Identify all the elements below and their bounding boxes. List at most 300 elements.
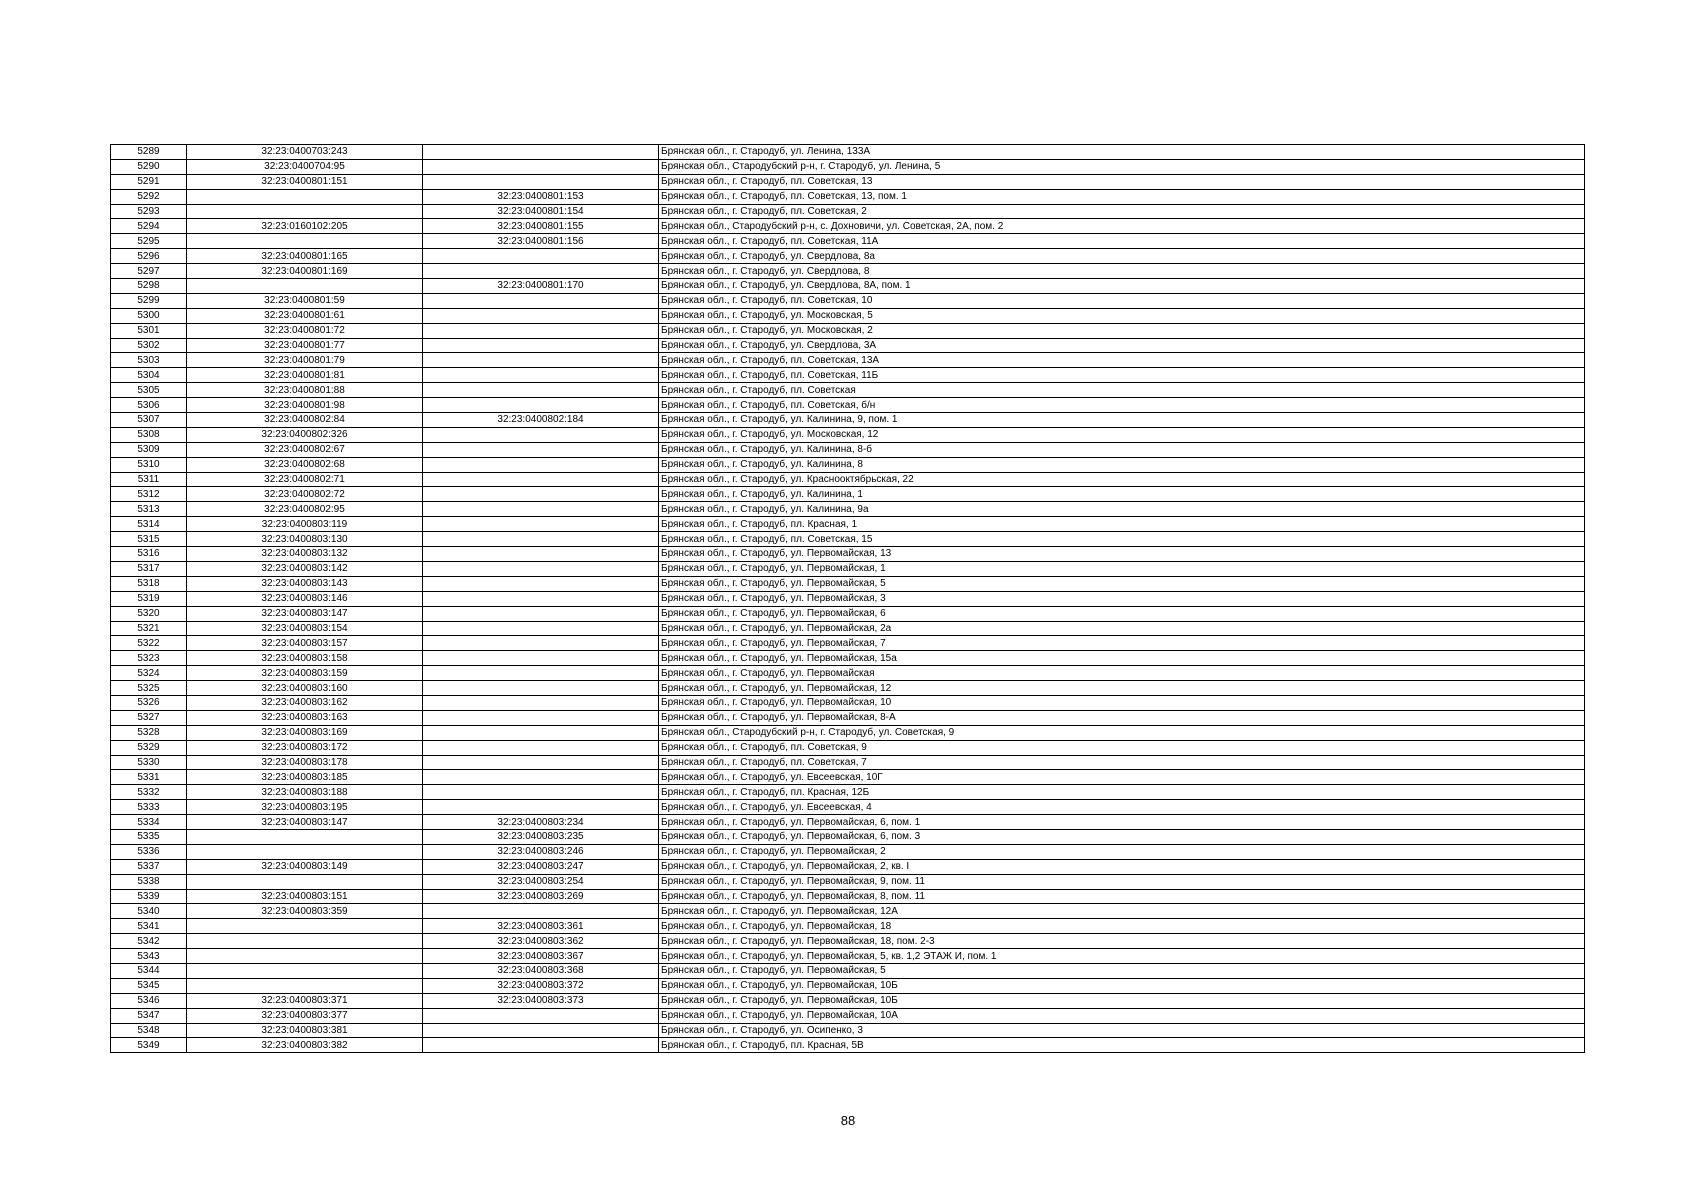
cadastral-number-cell <box>187 829 423 844</box>
row-number-cell: 5292 <box>111 189 187 204</box>
cadastral-number-cell: 32:23:0400801:151 <box>187 174 423 189</box>
row-number-cell: 5322 <box>111 636 187 651</box>
cadastral-number-cell: 32:23:0400803:159 <box>187 666 423 681</box>
address-cell: Брянская обл., г. Стародуб, ул. Первомайская, 18, пом. 2-3 <box>659 934 1585 949</box>
address-cell: Брянская обл., г. Стародуб, пл. Красная, 5В <box>659 1038 1585 1053</box>
premises-cadastral-number-cell <box>423 1023 659 1038</box>
address-cell: Брянская обл., г. Стародуб, ул. Калинина, 8-б <box>659 442 1585 457</box>
premises-cadastral-number-cell: 32:23:0400803:246 <box>423 844 659 859</box>
row-number-cell: 5294 <box>111 219 187 234</box>
row-number-cell: 5336 <box>111 844 187 859</box>
premises-cadastral-number-cell <box>423 591 659 606</box>
address-cell: Брянская обл., г. Стародуб, ул. Первомайская, 9, пом. 11 <box>659 874 1585 889</box>
premises-cadastral-number-cell: 32:23:0400801:153 <box>423 189 659 204</box>
table-row <box>111 889 1585 904</box>
address-cell: Брянская обл., г. Стародуб, пл. Советская, 13, пом. 1 <box>659 189 1585 204</box>
premises-cadastral-number-cell <box>423 398 659 413</box>
cadastral-number-cell: 32:23:0400802:67 <box>187 442 423 457</box>
row-number-cell: 5311 <box>111 472 187 487</box>
row-number-cell: 5308 <box>111 427 187 442</box>
address-cell: Брянская обл., г. Стародуб, ул. Калинина, 9, пом. 1 <box>659 413 1585 428</box>
premises-cadastral-number-cell <box>423 666 659 681</box>
table-row <box>111 413 1585 428</box>
address-cell: Брянская обл., г. Стародуб, пл. Советская, 13 <box>659 174 1585 189</box>
table-row <box>111 904 1585 919</box>
row-number-cell: 5333 <box>111 800 187 815</box>
table-row <box>111 621 1585 636</box>
table-row <box>111 338 1585 353</box>
table-row <box>111 457 1585 472</box>
address-cell: Брянская обл., г. Стародуб, пл. Советская, 13А <box>659 353 1585 368</box>
cadastral-number-cell: 32:23:0400803:371 <box>187 993 423 1008</box>
row-number-cell: 5335 <box>111 829 187 844</box>
row-number-cell: 5340 <box>111 904 187 919</box>
table-row <box>111 517 1585 532</box>
table-row <box>111 502 1585 517</box>
cadastral-number-cell: 32:23:0400801:61 <box>187 308 423 323</box>
table-row <box>111 844 1585 859</box>
row-number-cell: 5346 <box>111 993 187 1008</box>
premises-cadastral-number-cell <box>423 755 659 770</box>
table-row <box>111 159 1585 174</box>
row-number-cell: 5299 <box>111 293 187 308</box>
address-cell: Брянская обл., г. Стародуб, пл. Советская <box>659 383 1585 398</box>
cadastral-number-cell: 32:23:0400801:169 <box>187 264 423 279</box>
row-number-cell: 5338 <box>111 874 187 889</box>
row-number-cell: 5307 <box>111 413 187 428</box>
cadastral-number-cell: 32:23:0400801:98 <box>187 398 423 413</box>
row-number-cell: 5298 <box>111 279 187 294</box>
row-number-cell: 5341 <box>111 919 187 934</box>
table-row <box>111 755 1585 770</box>
table-row <box>111 815 1585 830</box>
cadastral-number-cell: 32:23:0400803:377 <box>187 1008 423 1023</box>
premises-cadastral-number-cell: 32:23:0400801:154 <box>423 204 659 219</box>
address-cell: Брянская обл., г. Стародуб, пл. Красная, 12Б <box>659 785 1585 800</box>
row-number-cell: 5304 <box>111 368 187 383</box>
table-row <box>111 234 1585 249</box>
address-cell: Брянская обл., г. Стародуб, ул. Московская, 2 <box>659 323 1585 338</box>
cadastral-number-cell: 32:23:0400801:79 <box>187 353 423 368</box>
table-row <box>111 681 1585 696</box>
premises-cadastral-number-cell: 32:23:0400803:373 <box>423 993 659 1008</box>
row-number-cell: 5330 <box>111 755 187 770</box>
table-row <box>111 293 1585 308</box>
table-row <box>111 725 1585 740</box>
row-number-cell: 5316 <box>111 547 187 562</box>
address-cell: Брянская обл., г. Стародуб, ул. Первомайская, 2 <box>659 844 1585 859</box>
address-cell: Брянская обл., г. Стародуб, пл. Советская, 7 <box>659 755 1585 770</box>
address-cell: Брянская обл., г. Стародуб, ул. Первомайская, 8, пом. 11 <box>659 889 1585 904</box>
row-number-cell: 5319 <box>111 591 187 606</box>
table-row <box>111 532 1585 547</box>
address-cell: Брянская обл., Стародубский р-н, с. Дохновичи, ул. Советская, 2А, пом. 2 <box>659 219 1585 234</box>
cadastral-number-cell: 32:23:0400801:88 <box>187 383 423 398</box>
address-cell: Брянская обл., г. Стародуб, пл. Советская, 9 <box>659 740 1585 755</box>
row-number-cell: 5302 <box>111 338 187 353</box>
cadastral-number-cell <box>187 934 423 949</box>
cadastral-number-cell: 32:23:0400801:72 <box>187 323 423 338</box>
premises-cadastral-number-cell: 32:23:0400803:269 <box>423 889 659 904</box>
cadastral-number-cell: 32:23:0400802:326 <box>187 427 423 442</box>
premises-cadastral-number-cell: 32:23:0400801:170 <box>423 279 659 294</box>
row-number-cell: 5344 <box>111 963 187 978</box>
premises-cadastral-number-cell <box>423 725 659 740</box>
table-row <box>111 264 1585 279</box>
cadastral-number-cell: 32:23:0400803:132 <box>187 547 423 562</box>
address-cell: Брянская обл., г. Стародуб, ул. Первомайская, 10А <box>659 1008 1585 1023</box>
table-row <box>111 695 1585 710</box>
address-cell: Брянская обл., г. Стародуб, ул. Первомайская, 5 <box>659 576 1585 591</box>
premises-cadastral-number-cell <box>423 293 659 308</box>
table-row <box>111 323 1585 338</box>
cadastral-number-cell: 32:23:0400803:163 <box>187 710 423 725</box>
row-number-cell: 5318 <box>111 576 187 591</box>
cadastral-number-cell: 32:23:0400803:195 <box>187 800 423 815</box>
address-cell: Брянская обл., г. Стародуб, ул. Первомайская, 10 <box>659 695 1585 710</box>
cadastral-number-cell: 32:23:0400803:359 <box>187 904 423 919</box>
cadastral-number-cell: 32:23:0400803:143 <box>187 576 423 591</box>
premises-cadastral-number-cell <box>423 472 659 487</box>
cadastral-number-cell: 32:23:0400803:188 <box>187 785 423 800</box>
row-number-cell: 5300 <box>111 308 187 323</box>
premises-cadastral-number-cell <box>423 576 659 591</box>
table-row <box>111 874 1585 889</box>
table-row <box>111 472 1585 487</box>
address-cell: Брянская обл., г. Стародуб, ул. Первомайская, 1 <box>659 561 1585 576</box>
row-number-cell: 5323 <box>111 651 187 666</box>
address-cell: Брянская обл., г. Стародуб, ул. Первомайская, 12А <box>659 904 1585 919</box>
address-cell: Брянская обл., г. Стародуб, ул. Евсеевская, 4 <box>659 800 1585 815</box>
premises-cadastral-number-cell <box>423 145 659 160</box>
table-row <box>111 829 1585 844</box>
row-number-cell: 5328 <box>111 725 187 740</box>
cadastral-number-cell: 32:23:0400704:95 <box>187 159 423 174</box>
row-number-cell: 5320 <box>111 606 187 621</box>
cadastral-number-cell: 32:23:0400703:243 <box>187 145 423 160</box>
premises-cadastral-number-cell <box>423 710 659 725</box>
cadastral-number-cell: 32:23:0400803:149 <box>187 859 423 874</box>
address-cell: Брянская обл., г. Стародуб, ул. Свердлова, 8 <box>659 264 1585 279</box>
row-number-cell: 5345 <box>111 978 187 993</box>
address-cell: Брянская обл., г. Стародуб, ул. Свердлова, 3А <box>659 338 1585 353</box>
cadastral-number-cell: 32:23:0400803:381 <box>187 1023 423 1038</box>
cadastral-number-cell: 32:23:0400803:130 <box>187 532 423 547</box>
table-row <box>111 666 1585 681</box>
address-cell: Брянская обл., г. Стародуб, ул. Московская, 12 <box>659 427 1585 442</box>
table-row <box>111 591 1585 606</box>
address-cell: Брянская обл., Стародубский р-н, г. Стародуб, ул. Ленина, 5 <box>659 159 1585 174</box>
cadastral-number-cell <box>187 844 423 859</box>
table-row <box>111 919 1585 934</box>
row-number-cell: 5334 <box>111 815 187 830</box>
cadastral-number-cell <box>187 949 423 964</box>
address-cell: Брянская обл., г. Стародуб, ул. Калинина, 9а <box>659 502 1585 517</box>
address-cell: Брянская обл., г. Стародуб, пл. Советская, 11А <box>659 234 1585 249</box>
premises-cadastral-number-cell: 32:23:0400802:184 <box>423 413 659 428</box>
premises-cadastral-number-cell <box>423 532 659 547</box>
table-row <box>111 785 1585 800</box>
premises-cadastral-number-cell <box>423 502 659 517</box>
premises-cadastral-number-cell: 32:23:0400803:234 <box>423 815 659 830</box>
premises-cadastral-number-cell: 32:23:0400803:247 <box>423 859 659 874</box>
cadastral-number-cell <box>187 919 423 934</box>
table-row <box>111 1023 1585 1038</box>
table-row <box>111 1038 1585 1053</box>
premises-cadastral-number-cell: 32:23:0400803:254 <box>423 874 659 889</box>
address-cell: Брянская обл., г. Стародуб, пл. Советская, 11Б <box>659 368 1585 383</box>
premises-cadastral-number-cell <box>423 323 659 338</box>
address-cell: Брянская обл., г. Стародуб, пл. Красная, 1 <box>659 517 1585 532</box>
premises-cadastral-number-cell <box>423 174 659 189</box>
table-row <box>111 1008 1585 1023</box>
row-number-cell: 5289 <box>111 145 187 160</box>
table-row <box>111 145 1585 160</box>
address-cell: Брянская обл., г. Стародуб, ул. Свердлова, 8а <box>659 249 1585 264</box>
row-number-cell: 5301 <box>111 323 187 338</box>
address-cell: Брянская обл., г. Стародуб, ул. Первомайская, 8-А <box>659 710 1585 725</box>
cadastral-number-cell <box>187 963 423 978</box>
premises-cadastral-number-cell <box>423 427 659 442</box>
premises-cadastral-number-cell: 32:23:0400803:362 <box>423 934 659 949</box>
cadastral-number-cell: 32:23:0400802:72 <box>187 487 423 502</box>
table-row <box>111 353 1585 368</box>
row-number-cell: 5313 <box>111 502 187 517</box>
address-cell: Брянская обл., г. Стародуб, ул. Первомайская, 2а <box>659 621 1585 636</box>
address-cell: Брянская обл., г. Стародуб, ул. Первомайская, 15а <box>659 651 1585 666</box>
table-row <box>111 249 1585 264</box>
table-row <box>111 963 1585 978</box>
premises-cadastral-number-cell <box>423 770 659 785</box>
premises-cadastral-number-cell <box>423 383 659 398</box>
table-row <box>111 547 1585 562</box>
premises-cadastral-number-cell: 32:23:0400801:156 <box>423 234 659 249</box>
table-row <box>111 770 1585 785</box>
address-cell: Брянская обл., г. Стародуб, ул. Первомайская, 18 <box>659 919 1585 934</box>
address-cell: Брянская обл., г. Стародуб, ул. Первомайская, 12 <box>659 681 1585 696</box>
cadastral-number-cell: 32:23:0400803:157 <box>187 636 423 651</box>
premises-cadastral-number-cell <box>423 621 659 636</box>
table-row <box>111 740 1585 755</box>
cadastral-number-cell <box>187 874 423 889</box>
cadastral-number-cell: 32:23:0400802:84 <box>187 413 423 428</box>
row-number-cell: 5321 <box>111 621 187 636</box>
cadastral-number-cell: 32:23:0400803:178 <box>187 755 423 770</box>
cadastral-number-cell: 32:23:0400801:59 <box>187 293 423 308</box>
table-row <box>111 978 1585 993</box>
row-number-cell: 5291 <box>111 174 187 189</box>
address-cell: Брянская обл., г. Стародуб, ул. Первомайская, 6, пом. 3 <box>659 829 1585 844</box>
cadastral-number-cell: 32:23:0400803:382 <box>187 1038 423 1053</box>
row-number-cell: 5332 <box>111 785 187 800</box>
premises-cadastral-number-cell <box>423 651 659 666</box>
cadastral-number-cell <box>187 978 423 993</box>
address-cell: Брянская обл., г. Стародуб, ул. Первомайская, 5 <box>659 963 1585 978</box>
address-cell: Брянская обл., г. Стародуб, ул. Первомайская, 6, пом. 1 <box>659 815 1585 830</box>
row-number-cell: 5347 <box>111 1008 187 1023</box>
address-cell: Брянская обл., г. Стародуб, ул. Первомайская, 10Б <box>659 978 1585 993</box>
address-cell: Брянская обл., г. Стародуб, ул. Первомайская <box>659 666 1585 681</box>
table-row <box>111 576 1585 591</box>
address-cell: Брянская обл., г. Стародуб, ул. Ленина, 133А <box>659 145 1585 160</box>
premises-cadastral-number-cell <box>423 353 659 368</box>
row-number-cell: 5297 <box>111 264 187 279</box>
address-cell: Брянская обл., г. Стародуб, ул. Осипенко, 3 <box>659 1023 1585 1038</box>
table-row <box>111 487 1585 502</box>
address-cell: Брянская обл., г. Стародуб, ул. Первомайская, 7 <box>659 636 1585 651</box>
address-cell: Брянская обл., г. Стародуб, ул. Калинина, 1 <box>659 487 1585 502</box>
premises-cadastral-number-cell <box>423 487 659 502</box>
cadastral-number-cell: 32:23:0400803:142 <box>187 561 423 576</box>
premises-cadastral-number-cell <box>423 1038 659 1053</box>
cadastral-number-cell: 32:23:0400803:147 <box>187 606 423 621</box>
premises-cadastral-number-cell: 32:23:0400803:235 <box>423 829 659 844</box>
premises-cadastral-number-cell <box>423 740 659 755</box>
address-cell: Брянская обл., г. Стародуб, ул. Первомайская, 5, кв. 1,2 ЭТАЖ И, пом. 1 <box>659 949 1585 964</box>
row-number-cell: 5305 <box>111 383 187 398</box>
premises-cadastral-number-cell <box>423 308 659 323</box>
address-cell: Брянская обл., г. Стародуб, ул. Евсеевская, 10Г <box>659 770 1585 785</box>
row-number-cell: 5303 <box>111 353 187 368</box>
row-number-cell: 5343 <box>111 949 187 964</box>
premises-cadastral-number-cell <box>423 264 659 279</box>
cadastral-number-cell: 32:23:0400803:119 <box>187 517 423 532</box>
row-number-cell: 5309 <box>111 442 187 457</box>
table-row <box>111 651 1585 666</box>
row-number-cell: 5317 <box>111 561 187 576</box>
table-row <box>111 174 1585 189</box>
premises-cadastral-number-cell <box>423 249 659 264</box>
address-cell: Брянская обл., г. Стародуб, ул. Московская, 5 <box>659 308 1585 323</box>
table-row <box>111 636 1585 651</box>
table-row <box>111 561 1585 576</box>
cadastral-number-cell: 32:23:0400803:154 <box>187 621 423 636</box>
cadastral-number-cell: 32:23:0400803:169 <box>187 725 423 740</box>
premises-cadastral-number-cell: 32:23:0400803:361 <box>423 919 659 934</box>
address-cell: Брянская обл., г. Стародуб, ул. Первомайская, 2, кв. I <box>659 859 1585 874</box>
table-row <box>111 606 1585 621</box>
row-number-cell: 5290 <box>111 159 187 174</box>
cadastral-number-cell: 32:23:0400803:158 <box>187 651 423 666</box>
address-cell: Брянская обл., г. Стародуб, пл. Советская, 15 <box>659 532 1585 547</box>
row-number-cell: 5339 <box>111 889 187 904</box>
row-number-cell: 5329 <box>111 740 187 755</box>
cadastral-number-cell <box>187 204 423 219</box>
address-cell: Брянская обл., г. Стародуб, ул. Калинина, 8 <box>659 457 1585 472</box>
row-number-cell: 5293 <box>111 204 187 219</box>
address-cell: Брянская обл., г. Стародуб, ул. Краснооктябрьская, 22 <box>659 472 1585 487</box>
row-number-cell: 5325 <box>111 681 187 696</box>
table-row <box>111 383 1585 398</box>
cadastral-number-cell: 32:23:0400803:162 <box>187 695 423 710</box>
premises-cadastral-number-cell <box>423 681 659 696</box>
table-row <box>111 279 1585 294</box>
page-number: 88 <box>840 1113 856 1128</box>
table-row <box>111 204 1585 219</box>
row-number-cell: 5324 <box>111 666 187 681</box>
premises-cadastral-number-cell <box>423 606 659 621</box>
table-row <box>111 219 1585 234</box>
premises-cadastral-number-cell <box>423 695 659 710</box>
premises-cadastral-number-cell <box>423 159 659 174</box>
premises-cadastral-number-cell <box>423 904 659 919</box>
cadastral-number-cell <box>187 234 423 249</box>
cadastral-number-cell: 32:23:0400802:95 <box>187 502 423 517</box>
row-number-cell: 5327 <box>111 710 187 725</box>
address-cell: Брянская обл., г. Стародуб, ул. Первомайская, 13 <box>659 547 1585 562</box>
premises-cadastral-number-cell: 32:23:0400801:155 <box>423 219 659 234</box>
address-cell: Брянская обл., г. Стародуб, ул. Первомайская, 3 <box>659 591 1585 606</box>
row-number-cell: 5295 <box>111 234 187 249</box>
cadastral-number-cell: 32:23:0400803:151 <box>187 889 423 904</box>
premises-cadastral-number-cell: 32:23:0400803:368 <box>423 963 659 978</box>
table-row <box>111 710 1585 725</box>
address-cell: Брянская обл., г. Стародуб, ул. Первомайская, 10Б <box>659 993 1585 1008</box>
row-number-cell: 5326 <box>111 695 187 710</box>
cadastral-number-cell <box>187 279 423 294</box>
row-number-cell: 5310 <box>111 457 187 472</box>
table-row <box>111 949 1585 964</box>
premises-cadastral-number-cell <box>423 1008 659 1023</box>
premises-cadastral-number-cell <box>423 547 659 562</box>
table-row <box>111 427 1585 442</box>
premises-cadastral-number-cell <box>423 368 659 383</box>
row-number-cell: 5315 <box>111 532 187 547</box>
premises-cadastral-number-cell <box>423 636 659 651</box>
table-row <box>111 993 1585 1008</box>
premises-cadastral-number-cell <box>423 785 659 800</box>
registry-table-body <box>111 145 1585 1053</box>
cadastral-number-cell: 32:23:0400801:77 <box>187 338 423 353</box>
table-row <box>111 398 1585 413</box>
premises-cadastral-number-cell <box>423 800 659 815</box>
cadastral-number-cell <box>187 189 423 204</box>
cadastral-number-cell: 32:23:0400803:172 <box>187 740 423 755</box>
row-number-cell: 5348 <box>111 1023 187 1038</box>
premises-cadastral-number-cell <box>423 442 659 457</box>
cadastral-number-cell: 32:23:0400803:147 <box>187 815 423 830</box>
table-row <box>111 368 1585 383</box>
row-number-cell: 5349 <box>111 1038 187 1053</box>
premises-cadastral-number-cell: 32:23:0400803:367 <box>423 949 659 964</box>
table-row <box>111 308 1585 323</box>
premises-cadastral-number-cell <box>423 457 659 472</box>
address-cell: Брянская обл., г. Стародуб, пл. Советская, б/н <box>659 398 1585 413</box>
cadastral-number-cell: 32:23:0400803:185 <box>187 770 423 785</box>
address-cell: Брянская обл., г. Стародуб, ул. Первомайская, 6 <box>659 606 1585 621</box>
table-row <box>111 442 1585 457</box>
row-number-cell: 5342 <box>111 934 187 949</box>
table-row <box>111 934 1585 949</box>
table-row <box>111 800 1585 815</box>
cadastral-number-cell: 32:23:0400803:160 <box>187 681 423 696</box>
table-row <box>111 189 1585 204</box>
cadastral-number-cell: 32:23:0400802:68 <box>187 457 423 472</box>
row-number-cell: 5337 <box>111 859 187 874</box>
cadastral-number-cell: 32:23:0400801:81 <box>187 368 423 383</box>
cadastral-number-cell: 32:23:0400801:165 <box>187 249 423 264</box>
premises-cadastral-number-cell: 32:23:0400803:372 <box>423 978 659 993</box>
cadastral-number-cell: 32:23:0160102:205 <box>187 219 423 234</box>
cadastral-number-cell: 32:23:0400802:71 <box>187 472 423 487</box>
address-cell: Брянская обл., г. Стародуб, пл. Советская, 2 <box>659 204 1585 219</box>
property-registry-table <box>110 144 1585 1053</box>
table-row <box>111 859 1585 874</box>
premises-cadastral-number-cell <box>423 338 659 353</box>
premises-cadastral-number-cell <box>423 561 659 576</box>
row-number-cell: 5306 <box>111 398 187 413</box>
address-cell: Брянская обл., г. Стародуб, ул. Свердлова, 8А, пом. 1 <box>659 279 1585 294</box>
